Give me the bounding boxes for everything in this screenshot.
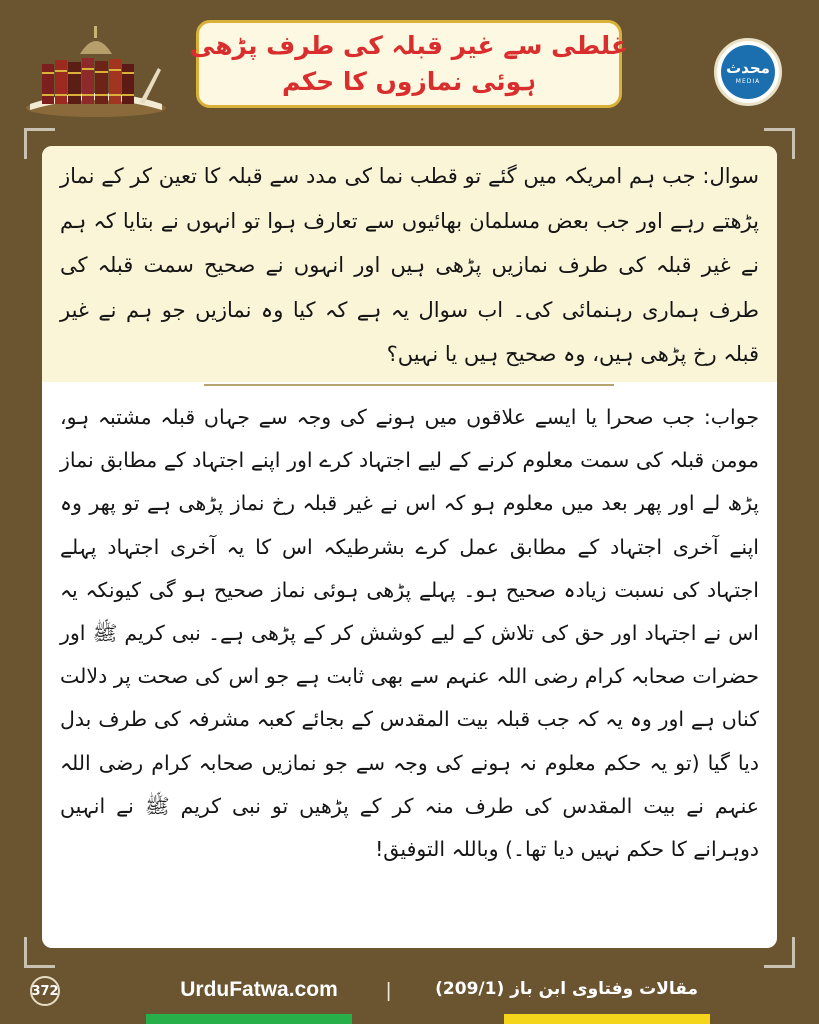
footer-separator: | [386,980,392,1002]
answer-section [42,382,777,871]
logo-subtitle: MEDIA [735,78,761,85]
page-number: 372 [30,976,60,1006]
muhaddis-media-logo [714,38,782,106]
page-title-line-1: غلطی سے غیر قبلہ کی طرف پڑھی [189,31,629,60]
green-accent-bar [146,1014,352,1024]
section-divider [204,384,614,386]
logo-badge [721,45,775,99]
header [0,0,819,130]
books-icon [20,24,172,120]
question-section [42,146,777,382]
yellow-accent-bar [504,1014,710,1024]
logo-word: محدث [726,59,770,77]
page-title-line-2: ہوئی نمازوں کا حکم [281,67,536,96]
website-link[interactable]: UrduFatwa.com [180,978,338,1001]
title-box [189,20,629,108]
question-text: سوال: جب ہم امریکہ میں گئے تو قطب نما کی مدد سے قبلہ کا تعین کر کے نماز پڑھتے رہے اور جب بعض مسلمان بھائیوں سے تعارف ہوا تو انہوں نے بتایا کہ ہم نے غیر قبلہ کی طرف نمازیں پڑھی ہیں اور انہوں نے صحیح سمت قبلہ کی طرف ہماری رہنمائی کی۔ اب سوال یہ ہے کہ کیا وہ نمازیں جو ہم نے غیر قبلہ رخ پڑھی ہیں، وہ صحیح ہیں یا نہیں؟ [60,164,759,366]
answer-text: جواب: جب صحرا یا ایسے علاقوں میں ہونے کی وجہ سے جہاں قبلہ مشتبہ ہو، مومن قبلہ کی سمت معلوم کرنے کے لیے اجتہاد کرے اور اپنے اجتہاد کے مطابق نماز پڑھ لے اور پھر بعد میں معلوم ہو کہ اس نے غیر قبلہ رخ نماز پڑھی ہے تو پھر وہ اپنے آخری اجتہاد کے مطابق عمل کرے بشرطیکہ اس کا یہ آخری اجتہاد پہلے اجتہاد کی نسبت زیادہ صحیح ہو۔ پہلے پڑھی ہوئی نماز صحیح ہو گی کیونکہ یہ اس نے اجتہاد اور حق کی تلاش کے لیے کوشش کر کے پڑھی ہے۔ نبی کریم ﷺ اور حضرات صحابہ کرام رضی اللہ عنہم سے بھی ثابت ہے جو اس کی صحت پر دلالت کناں ہے اور وہ یہ کہ جب قبلہ بیت المقدس کے بجائے کعبہ مشرفہ کی طرف بدل دیا گیا (تو یہ حکم معلوم نہ ہونے کی وجہ سے جو نمازیں صحابہ کرام رضی اللہ عنہم نے بیت المقدس کی طرف منہ کر کے پڑھیں تو نبی کریم ﷺ نے انہیں دوہرانے کا حکم نہیں دیا تھا۔) وباللہ التوفیق! [60,405,759,862]
fatwa-card [42,146,777,948]
source-reference: مقالات وفتاوی ابن باز (209/1) [435,979,698,999]
